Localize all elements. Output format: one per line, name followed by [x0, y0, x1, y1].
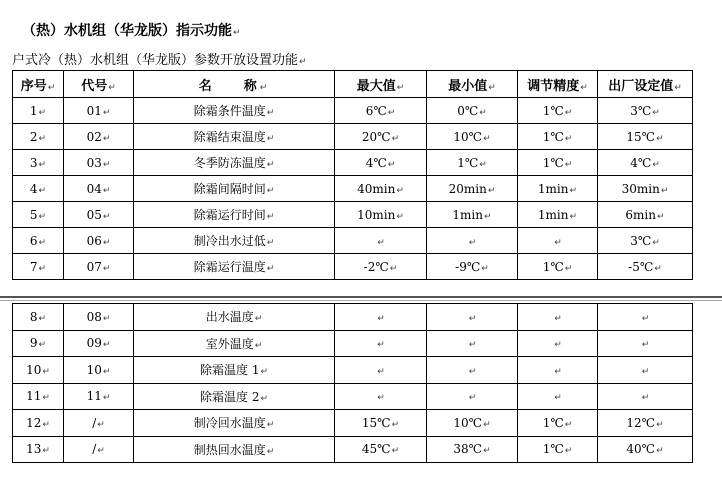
cell-min [427, 304, 518, 331]
paragraph-mark-icon: ↵ [468, 393, 477, 404]
cell-precision: 1min↵ [518, 202, 598, 228]
cell-default: -5℃↵ [598, 254, 693, 280]
cell-index: 1↵ [13, 98, 64, 124]
paragraph-mark-icon: ↵ [391, 446, 400, 457]
cell-max [335, 228, 427, 254]
cell-code: 02↵ [64, 124, 134, 150]
header-min: 最小值↵ [427, 71, 518, 98]
page-break-line [0, 296, 722, 298]
paragraph-mark-icon: ↵ [42, 393, 50, 404]
paragraph-mark-icon: ↵ [266, 446, 275, 457]
cell-max [335, 304, 427, 331]
paragraph-mark-icon: ↵ [42, 366, 50, 377]
cell-min: 10℃↵ [427, 124, 518, 150]
cell-name: 除霜运行时间↵ [134, 202, 335, 228]
paragraph-mark-icon: ↵ [102, 313, 111, 324]
cell-name: 冬季防冻温度↵ [134, 150, 335, 176]
paragraph-mark-icon: ↵ [569, 185, 578, 196]
paragraph-mark-icon: ↵ [564, 263, 573, 274]
cell-index: 7↵ [13, 254, 64, 280]
paragraph-mark-icon: ↵ [468, 313, 477, 324]
header-name: 名 称↵ [134, 71, 335, 98]
cell-index: 5↵ [13, 202, 64, 228]
cell-max: 45℃↵ [335, 436, 427, 463]
header-max: 最大值↵ [335, 71, 427, 98]
paragraph-mark-icon: ↵ [481, 263, 489, 274]
cell-default: 12℃↵ [598, 410, 693, 437]
header-index: 序号↵ [13, 71, 64, 98]
cell-min: -9℃↵ [427, 254, 518, 280]
cell-code: /↵ [64, 410, 134, 437]
table-row [13, 254, 693, 280]
paragraph-mark-icon: ↵ [102, 133, 111, 144]
cell-index: 11↵ [13, 383, 64, 410]
cell-precision: 1℃↵ [518, 410, 598, 437]
cell-name: 制热回水温度↵ [134, 436, 335, 463]
paragraph-mark-icon: ↵ [479, 159, 487, 170]
paragraph-mark-icon: ↵ [656, 133, 664, 144]
cell-default: 6min↵ [598, 202, 693, 228]
cell-default [598, 383, 693, 410]
cell-min: 1min↵ [427, 202, 518, 228]
cell-precision [518, 228, 598, 254]
cell-index: 4↵ [13, 176, 64, 202]
cell-default: 40℃↵ [598, 436, 693, 463]
cell-max [335, 330, 427, 357]
cell-name: 除霜运行温度↵ [134, 254, 335, 280]
paragraph-mark-icon: ↵ [387, 107, 396, 118]
cell-code: 10↵ [64, 357, 134, 384]
cell-precision [518, 383, 598, 410]
cell-default: 30min↵ [598, 176, 693, 202]
paragraph-mark-icon: ↵ [468, 237, 477, 248]
paragraph-mark-icon: ↵ [391, 419, 400, 430]
paragraph-mark-icon: ↵ [641, 366, 650, 377]
cell-default [598, 357, 693, 384]
cell-code: 05↵ [64, 202, 134, 228]
header-default: 出厂设定值↵ [598, 71, 693, 98]
paragraph-mark-icon: ↵ [487, 185, 496, 196]
paragraph-mark-icon: ↵ [660, 185, 669, 196]
paragraph-mark-icon: ↵ [38, 263, 47, 274]
header-precision: 调节精度↵ [518, 71, 598, 98]
paragraph-mark-icon: ↵ [569, 211, 578, 222]
paragraph-mark-icon: ↵ [656, 446, 664, 457]
paragraph-mark-icon: ↵ [38, 107, 47, 118]
cell-code: 07↵ [64, 254, 134, 280]
cell-max [335, 383, 427, 410]
cell-min: 38℃↵ [427, 436, 518, 463]
paragraph-mark-icon: ↵ [377, 393, 385, 404]
paragraph-mark-icon: ↵ [266, 212, 275, 222]
paragraph-mark-icon: ↵ [38, 159, 47, 170]
table-header-row [13, 71, 693, 98]
paragraph-mark-icon: ↵ [299, 57, 307, 67]
paragraph-mark-icon: ↵ [564, 107, 573, 118]
paragraph-mark-icon: ↵ [38, 185, 47, 196]
cell-name: 出水温度↵ [134, 304, 335, 331]
cell-index: 3↵ [13, 150, 64, 176]
cell-name: 制冷出水过低↵ [134, 228, 335, 254]
paragraph-mark-icon: ↵ [396, 185, 404, 196]
paragraph-mark-icon: ↵ [656, 419, 664, 430]
paragraph-mark-icon: ↵ [102, 211, 111, 222]
paragraph-mark-icon: ↵ [97, 446, 105, 457]
paragraph-mark-icon: ↵ [483, 446, 491, 457]
cell-max: 4℃↵ [335, 150, 427, 176]
cell-code: 04↵ [64, 176, 134, 202]
table-row [13, 330, 693, 357]
cell-index: 13↵ [13, 436, 64, 463]
cell-code: 09↵ [64, 330, 134, 357]
cell-min [427, 383, 518, 410]
cell-max: 20℃↵ [335, 124, 427, 150]
paragraph-mark-icon: ↵ [42, 446, 50, 457]
table-row [13, 357, 693, 384]
paragraph-mark-icon: ↵ [564, 419, 573, 430]
paragraph-mark-icon: ↵ [564, 133, 573, 144]
cell-precision: 1℃↵ [518, 254, 598, 280]
table-row [13, 436, 693, 463]
paragraph-mark-icon: ↵ [554, 340, 562, 351]
cell-max: 10min↵ [335, 202, 427, 228]
paragraph-mark-icon: ↵ [42, 419, 50, 430]
paragraph-mark-icon: ↵ [377, 313, 385, 324]
cell-default [598, 304, 693, 331]
header-code: 代号↵ [64, 71, 134, 98]
paragraph-mark-icon: ↵ [102, 366, 111, 377]
paragraph-mark-icon: ↵ [38, 211, 47, 222]
cell-index: 12↵ [13, 410, 64, 437]
cell-min: 20min↵ [427, 176, 518, 202]
paragraph-mark-icon: ↵ [389, 263, 398, 274]
table-row [13, 98, 693, 124]
paragraph-mark-icon: ↵ [396, 211, 404, 222]
cell-name: 除霜间隔时间↵ [134, 176, 335, 202]
paragraph-mark-icon: ↵ [38, 340, 47, 351]
cell-index: 10↵ [13, 357, 64, 384]
paragraph-mark-icon: ↵ [266, 264, 275, 274]
paragraph-mark-icon: ↵ [377, 340, 385, 351]
paragraph-mark-icon: ↵ [641, 393, 650, 404]
cell-min [427, 228, 518, 254]
paragraph-mark-icon: ↵ [260, 393, 268, 404]
paragraph-mark-icon: ↵ [641, 313, 650, 324]
paragraph-mark-icon: ↵ [468, 340, 477, 351]
paragraph-mark-icon: ↵ [652, 237, 660, 248]
cell-max: 40min↵ [335, 176, 427, 202]
cell-code: 01↵ [64, 98, 134, 124]
cell-min: 1℃↵ [427, 150, 518, 176]
paragraph-mark-icon: ↵ [97, 419, 105, 430]
parameter-table-top [12, 70, 693, 280]
paragraph-mark-icon: ↵ [38, 237, 47, 248]
table-row [13, 304, 693, 331]
paragraph-mark-icon: ↵ [483, 133, 491, 144]
document-subtitle [12, 49, 307, 68]
paragraph-mark-icon: ↵ [266, 420, 275, 431]
paragraph-mark-icon: ↵ [564, 159, 573, 170]
cell-index: 8↵ [13, 304, 64, 331]
cell-precision: 1℃↵ [518, 98, 598, 124]
table-row [13, 228, 693, 254]
table-row [13, 176, 693, 202]
cell-code: 08↵ [64, 304, 134, 331]
cell-index: 9↵ [13, 330, 64, 357]
cell-max: 15℃↵ [335, 410, 427, 437]
cell-name: 除霜温度 2↵ [134, 383, 335, 410]
cell-name: 室外温度↵ [134, 330, 335, 357]
cell-min [427, 357, 518, 384]
cell-default: 4℃↵ [598, 150, 693, 176]
paragraph-mark-icon: ↵ [102, 159, 111, 170]
document-title [22, 20, 241, 40]
cell-max: -2℃↵ [335, 254, 427, 280]
paragraph-mark-icon: ↵ [483, 419, 491, 430]
paragraph-mark-icon: ↵ [387, 159, 396, 170]
subtitle-text: 户式冷（热）水机组（华龙版）参数开放设置功能 [12, 53, 299, 68]
parameter-table-bottom [12, 303, 693, 463]
cell-precision: 1min↵ [518, 176, 598, 202]
paragraph-mark-icon: ↵ [266, 108, 275, 118]
paragraph-mark-icon: ↵ [484, 211, 492, 222]
table-row [13, 202, 693, 228]
cell-min: 10℃↵ [427, 410, 518, 437]
cell-code: 06↵ [64, 228, 134, 254]
cell-default: 3℃↵ [598, 228, 693, 254]
paragraph-mark-icon: ↵ [652, 159, 660, 170]
cell-min [427, 330, 518, 357]
cell-precision [518, 330, 598, 357]
paragraph-mark-icon: ↵ [266, 134, 275, 144]
paragraph-mark-icon: ↵ [38, 133, 47, 144]
title-text: （热）水机组（华龙版）指示功能 [22, 23, 232, 39]
paragraph-mark-icon: ↵ [468, 366, 477, 377]
cell-name: 除霜条件温度↵ [134, 98, 335, 124]
paragraph-mark-icon: ↵ [254, 314, 263, 325]
paragraph-mark-icon: ↵ [652, 107, 660, 118]
paragraph-mark-icon: ↵ [102, 237, 111, 248]
paragraph-mark-icon: ↵ [233, 28, 241, 38]
cell-min: 0℃↵ [427, 98, 518, 124]
cell-precision: 1℃↵ [518, 150, 598, 176]
cell-index: 6↵ [13, 228, 64, 254]
cell-default [598, 330, 693, 357]
paragraph-mark-icon: ↵ [38, 313, 47, 324]
cell-precision: 1℃↵ [518, 124, 598, 150]
paragraph-mark-icon: ↵ [554, 237, 562, 248]
table-row [13, 124, 693, 150]
paragraph-mark-icon: ↵ [641, 340, 650, 351]
paragraph-mark-icon: ↵ [102, 393, 111, 404]
cell-default: 3℃↵ [598, 98, 693, 124]
paragraph-mark-icon: ↵ [266, 238, 275, 248]
cell-name: 除霜结束温度↵ [134, 124, 335, 150]
paragraph-mark-icon: ↵ [254, 340, 263, 351]
paragraph-mark-icon: ↵ [102, 263, 111, 274]
cell-default: 15℃↵ [598, 124, 693, 150]
paragraph-mark-icon: ↵ [657, 211, 665, 222]
paragraph-mark-icon: ↵ [266, 160, 275, 170]
paragraph-mark-icon: ↵ [479, 107, 487, 118]
paragraph-mark-icon: ↵ [391, 133, 400, 144]
cell-max [335, 357, 427, 384]
paragraph-mark-icon: ↵ [102, 185, 111, 196]
cell-max: 6℃↵ [335, 98, 427, 124]
table-row [13, 150, 693, 176]
paragraph-mark-icon: ↵ [377, 366, 385, 377]
paragraph-mark-icon: ↵ [554, 393, 562, 404]
cell-code: 11↵ [64, 383, 134, 410]
table-row [13, 383, 693, 410]
cell-code: 03↵ [64, 150, 134, 176]
cell-precision [518, 304, 598, 331]
table-row [13, 410, 693, 437]
paragraph-mark-icon: ↵ [260, 367, 268, 378]
cell-index: 2↵ [13, 124, 64, 150]
paragraph-mark-icon: ↵ [102, 340, 111, 351]
paragraph-mark-icon: ↵ [102, 107, 111, 118]
page-break-line-secondary [0, 300, 722, 301]
paragraph-mark-icon: ↵ [564, 446, 573, 457]
cell-name: 制冷回水温度↵ [134, 410, 335, 437]
paragraph-mark-icon: ↵ [377, 237, 385, 248]
cell-precision: 1℃↵ [518, 436, 598, 463]
cell-name: 除霜温度 1↵ [134, 357, 335, 384]
paragraph-mark-icon: ↵ [554, 366, 562, 377]
paragraph-mark-icon: ↵ [266, 186, 275, 196]
cell-code: /↵ [64, 436, 134, 463]
paragraph-mark-icon: ↵ [654, 263, 662, 274]
cell-precision [518, 357, 598, 384]
paragraph-mark-icon: ↵ [554, 313, 562, 324]
